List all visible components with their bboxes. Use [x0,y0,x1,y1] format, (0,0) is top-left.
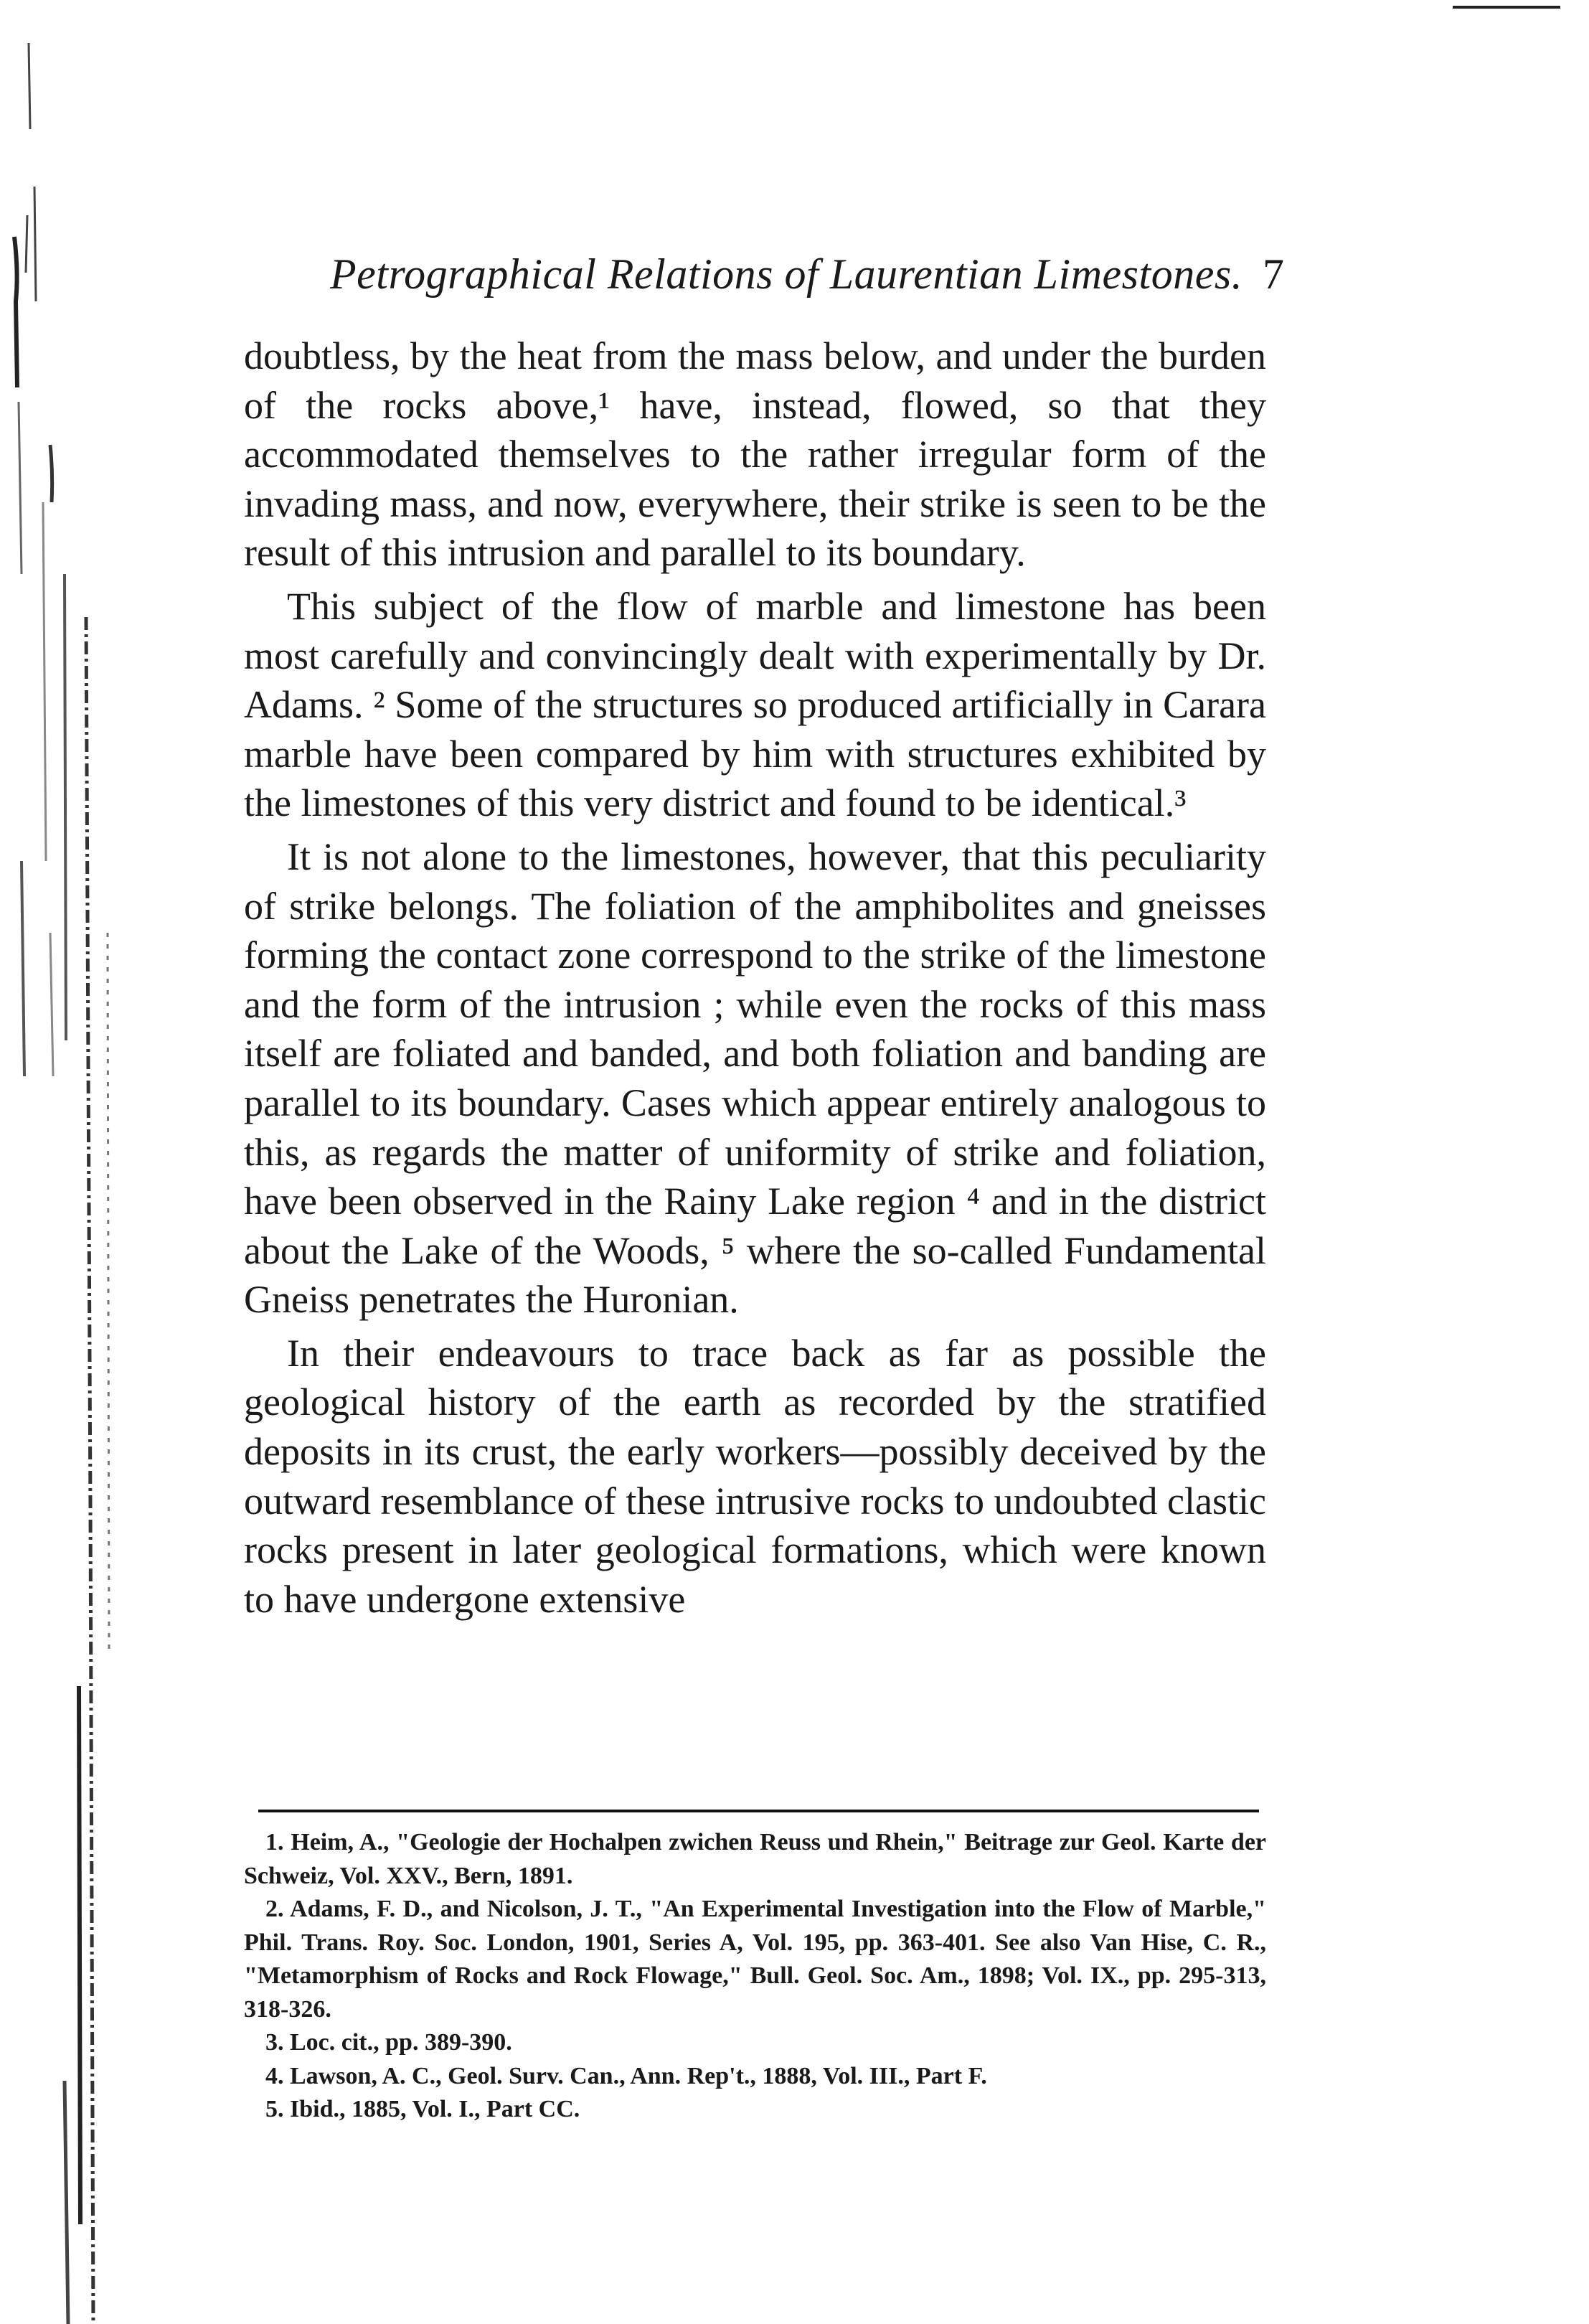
book-page [244,0,1284,2324]
scan-binding-edge [0,0,151,2324]
paragraph: doubtless, by the heat from the mass below, and under the burden of the rocks above,¹ have, instead, flowed, so that they accommodated themselves to the rather irregular form of the invading mass, and now, everywhere, their strike is seen to be the result of this intrusion and parallel to its boundary. [244,334,1266,575]
paragraph: In their endeavours to trace back as far as possible the geological history of the earth as recorded by the stratified deposits in its crust, the early workers—possibly deceived by the outward resemblance of these intrusive rocks to undoubted clastic rocks present in later geological formations, which were known to have undergone extensive [244,1331,1266,1621]
page-number: 7 [1263,250,1284,298]
page-header [330,250,1284,314]
body-text [244,331,1266,1628]
running-title: Petrographical Relations of Laurentian Limestones. [330,250,1243,298]
footnote: 2. Adams, F. D., and Nicolson, J. T., "An Experimental Investigation into the Flow of Marble," Phil. Trans. Roy. Soc. London, 1901, Series A, Vol. 195, pp. 363-401. See also Van Hise, C. R., "Metamorphism of Rocks and Rock Flowage," Bull. Geol. Soc. Am., 1898; Vol. IX., pp. 295-313, 318-326. [244,1896,1266,2023]
footnote-divider [258,1810,1259,1812]
scan-top-rule [1453,6,1560,9]
footnote: 3. Loc. cit., pp. 389-390. [265,2029,512,2056]
paragraph: This subject of the flow of marble and limestone has been most carefully and convincingly dealt with experimentally by Dr. Adams. ² Some of the structures so produced artificially in Carara marble have been compared by him with structures exhibited by the limestones of this very district and found to be identical.³ [244,584,1266,825]
footnotes [244,1826,1266,2127]
footnote: 1. Heim, A., "Geologie der Hochalpen zwichen Reuss und Rhein," Beitrage zur Geol. Karte der Schweiz, Vol. XXV., Bern, 1891. [244,1829,1266,1889]
footnote: 5. Ibid., 1885, Vol. I., Part CC. [265,2096,580,2122]
footnote: 4. Lawson, A. C., Geol. Surv. Can., Ann. Rep't., 1888, Vol. III., Part F. [265,2062,987,2089]
paragraph: It is not alone to the limestones, however, that this peculiarity of strike belongs. The foliation of the amphibolites and gneisses forming the contact zone correspond to the strike of the limestone and the form of the intrusion ; while even the rocks of this mass itself are foliated and banded, and both foliation and banding are parallel to its boundary. Cases which appear entirely analogous to this, as regards the matter of uniformity of strike and foliation, have been observed in the Rainy Lake region ⁴ and in the district about the Lake of the Woods, ⁵ where the so-called Fundamental Gneiss penetrates the Huronian. [244,834,1266,1322]
